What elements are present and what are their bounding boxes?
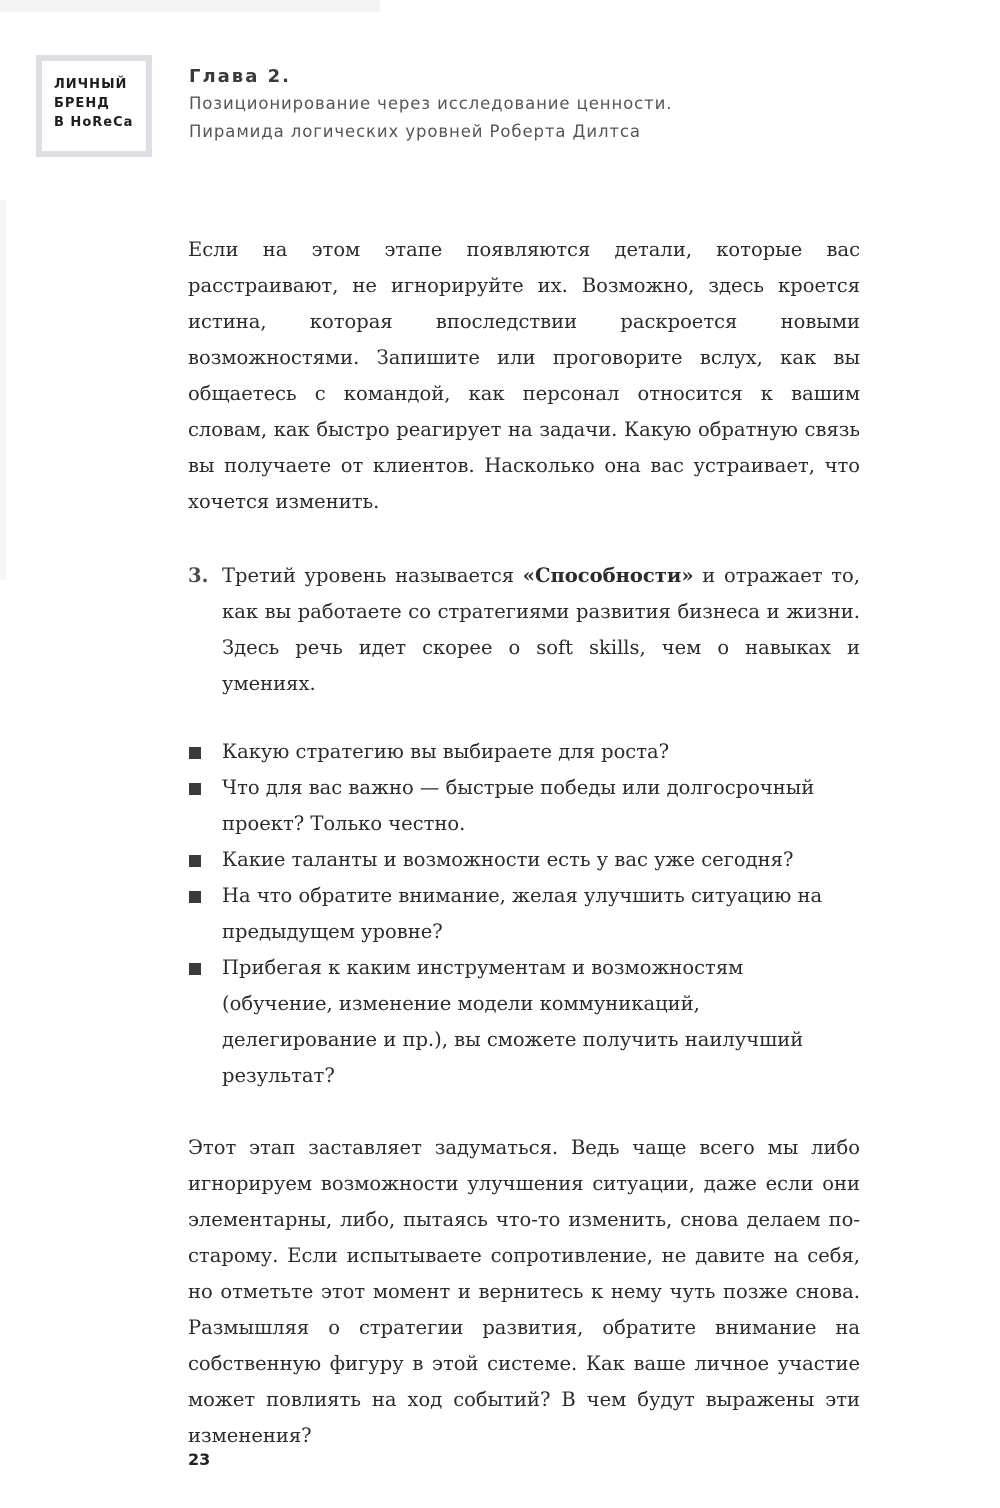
paragraph-2: Этот этап заставляет задуматься. Ведь чаще всего мы либо игнорируем возможности улучшения ситуации, даже если они элементарны, либо, пытаясь что-то изменить, снова делаем по-старому. Если испытываете сопротивление, не давите на себя, но отметьте этот момент и вернитесь к нему чуть позже снова. Размышляя о стратегии развития, обратите внимание на собственную фигуру в этой системе. Как ваше личное участие может повлиять на ход событий? В чем будут выражены эти изменения? [188, 1136, 860, 1447]
list-item [188, 842, 860, 878]
list-item-text: Прибегая к каким инструментам и возможностям (обучение, изменение модели коммуникаций, делегирование и пр.), вы сможете получить наилучший результат? [222, 956, 804, 1087]
paragraph-1: Если на этом этапе появляются детали, которые вас расстраивают, не игнорируйте их. Возможно, здесь кроется истина, которая впоследствии раскроется новыми возможностями. Запишите или проговорите вслух, как вы общаетесь с командой, как персонал относится к вашим словам, как быстро реагирует на задачи. Какую обратную связь вы получаете от клиентов. Насколько она вас устраивает, что хочется изменить. [188, 238, 860, 513]
chapter-header [189, 64, 672, 146]
logo-line-3: В HoReCa [54, 115, 134, 130]
item-text-end: и отражает то, как вы работаете со стратегиями развития бизнеса и жизни. Здесь речь идет скорее о soft skills, чем о навыках и умениях. [222, 564, 860, 695]
list-item [188, 878, 860, 950]
question-list [188, 734, 860, 1094]
list-item [188, 734, 860, 770]
item-text-start: Третий уровень называется [222, 564, 523, 587]
item-number: 3. [188, 564, 209, 587]
square-bullet-icon [189, 855, 201, 867]
square-bullet-icon [189, 963, 201, 975]
logo-line-2: БРЕНД [54, 96, 110, 111]
square-bullet-icon [189, 891, 201, 903]
chapter-title-line-2: Пирамида логических уровней Роберта Дилтса [189, 122, 641, 141]
logo-line-1: ЛИЧНЫЙ [54, 77, 128, 92]
page-top-shadow [0, 0, 380, 12]
chapter-title-line-1: Позиционирование через исследование ценности. [189, 94, 673, 113]
chapter-label: Глава 2. [189, 66, 291, 87]
list-item-text: Какую стратегию вы выбираете для роста? [222, 740, 670, 763]
page-number: 23 [188, 1450, 211, 1469]
page-body [188, 232, 860, 1454]
list-item-text: Какие таланты и возможности есть у вас уже сегодня? [222, 848, 794, 871]
square-bullet-icon [189, 783, 201, 795]
list-item-text: Что для вас важно — быстрые победы или долгосрочный проект? Только честно. [222, 776, 815, 835]
page-edge-shadow [0, 200, 6, 580]
item-bold-term: «Способности» [522, 564, 694, 587]
book-logo [36, 55, 152, 157]
numbered-item-3 [188, 558, 860, 702]
list-item [188, 770, 860, 842]
square-bullet-icon [189, 747, 201, 759]
list-item-text: На что обратите внимание, желая улучшить ситуацию на предыдущем уровне? [222, 884, 823, 943]
list-item [188, 950, 860, 1094]
